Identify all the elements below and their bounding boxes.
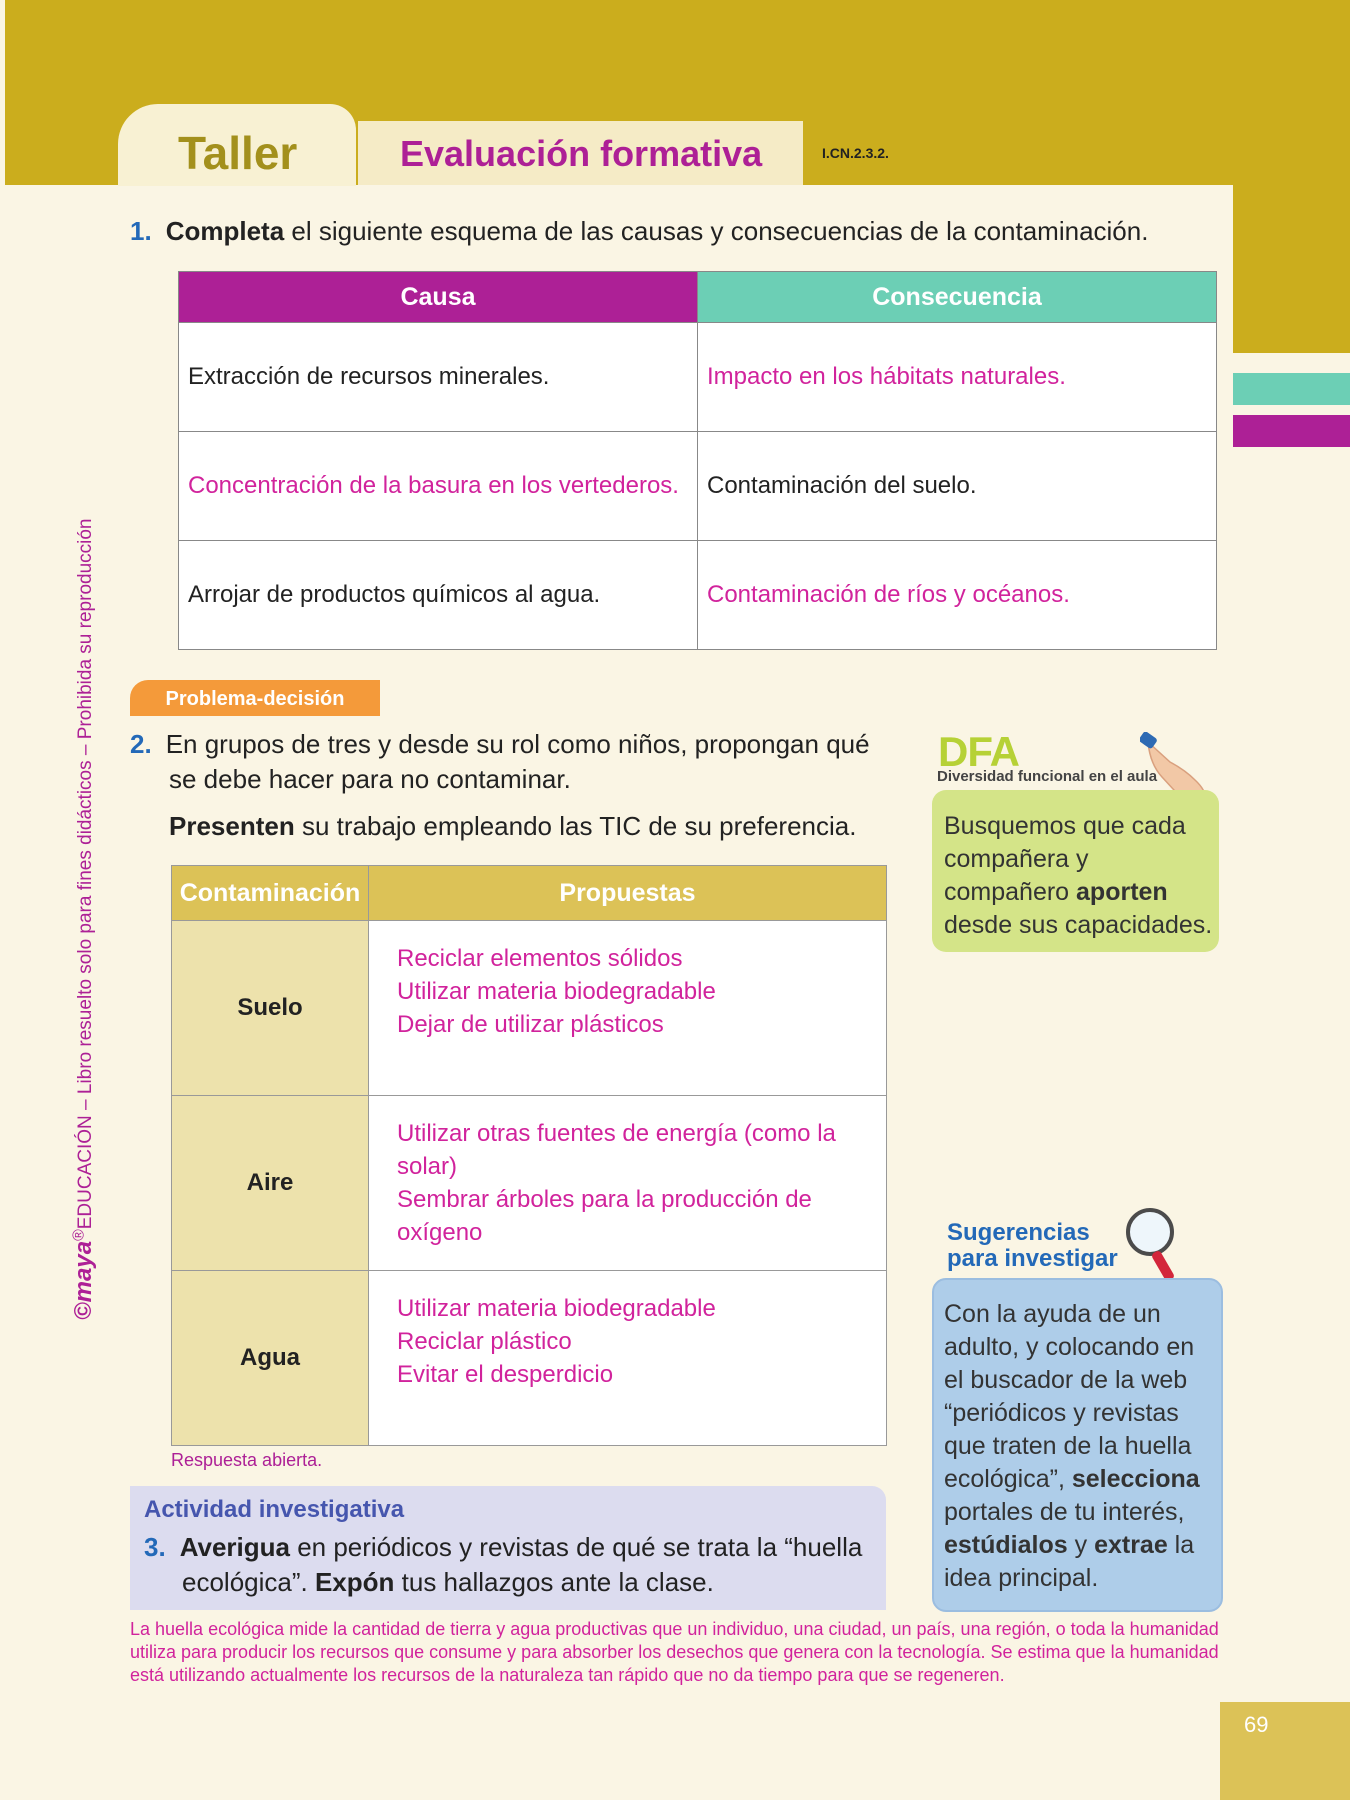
dfa-text-bold: aporten [1076,878,1168,906]
question-3 [144,1530,912,1600]
question-2 [130,727,900,797]
suggestions-bold: extrae [1094,1531,1168,1559]
header-cause: Causa [179,272,698,323]
activity-text: en periódicos y revistas de qué se trata la “huella ecológica”. [182,1532,863,1597]
header-effect: Consecuencia [698,272,1217,323]
brand-logo: ©maya [70,1240,97,1320]
table-row [179,323,1217,432]
row-label: Agua [172,1271,369,1446]
proposal-item: Utilizar otras fuentes de energía (como la [397,1120,836,1147]
proposal-item: solar) [397,1153,458,1180]
table-row [179,432,1217,541]
curriculum-code: I.CN.2.3.2. [822,145,889,161]
proposal-item: oxígeno [397,1219,483,1246]
activity-text: tus hallazgos ante la clase. [394,1567,714,1597]
magenta-tab-marker [1233,415,1350,447]
question-number: 1. [130,216,152,246]
taller-label: Taller [178,127,298,179]
question-text: En grupos de tres y desde su rol como niños, propongan qué [165,729,870,759]
cause-cell: Arrojar de productos químicos al agua. [179,541,698,650]
teal-tab-marker [1233,373,1350,405]
suggestions-bold: estúdialos [944,1531,1068,1559]
instruction-text: su trabajo empleando las TIC de su preferencia. [294,811,857,841]
registered-mark: ® [70,1229,88,1241]
page-number: 69 [1244,1712,1269,1737]
activity-verb: Averigua [179,1532,290,1562]
cause-effect-table [178,271,1217,650]
open-answer-note: Respuesta abierta. [171,1450,323,1470]
row-label: Suelo [172,921,369,1096]
footnote-answer: La huella ecológica mide la cantidad de tierra y agua productivas que un individuo, una ciudad, un país, una región, o toda la humanidad utiliza para producir los recursos que consume y para absorber los desechos que genera con la tecnología. Se estima que la humanidad está utilizando actualmente los recursos de la naturaleza tan rápido que no da tiempo para que se regeneren. [130,1619,1219,1685]
right-color-band [1233,185,1350,353]
present-instruction [169,811,856,842]
proposal-item: Utilizar materia biodegradable [397,1295,716,1322]
dfa-text-part: desde sus capacidades. [944,911,1213,939]
proposal-item: Reciclar plástico [397,1328,572,1355]
suggestions-text-part: portales de tu interés, [944,1498,1185,1526]
table-row [172,1096,887,1271]
dfa-logo: DFA [938,728,1019,775]
magnifying-glass-icon [1122,1206,1192,1286]
table-row [179,541,1217,650]
page-title: Evaluación formativa [400,133,763,174]
suggestions-text-part: Con la ayuda de un adulto, y colocando en el buscador de la web “periódicos y revistas que traten de la huella ecológica”, [944,1300,1195,1493]
instruction-verb: Presenten [169,811,295,841]
suggestions-text-part: y [1067,1531,1095,1559]
page-number-box [1220,1702,1350,1800]
activity-verb: Expón [314,1567,395,1597]
proposal-cell [369,1271,887,1446]
proposal-item: Dejar de utilizar plásticos [397,1011,664,1038]
proposals-table [171,865,887,1446]
proposal-cell [369,921,887,1096]
proposal-item: Utilizar materia biodegradable [397,978,716,1005]
suggestions-title [947,1220,1118,1272]
effect-cell: Impacto en los hábitats naturales. [698,323,1217,432]
suggestions-text-part: la idea principal. [944,1531,1195,1592]
proposal-item: Sembrar árboles para la producción de [397,1186,812,1213]
proposal-item: Reciclar elementos sólidos [397,945,683,972]
question-1 [130,216,1148,247]
question-text-cont: se debe hacer para no contaminar. [169,764,571,794]
copyright-sidebar [70,420,98,1320]
suggestions-title-line: Sugerencias [947,1219,1090,1246]
problem-decision-badge: Problema-decisión [130,680,380,716]
row-label: Aire [172,1096,369,1271]
effect-cell: Contaminación de ríos y océanos. [698,541,1217,650]
proposal-item: Evitar el desperdicio [397,1361,614,1388]
header-proposals: Propuestas [369,866,887,921]
cause-cell: Extracción de recursos minerales. [179,323,698,432]
dfa-subtitle: Diversidad funcional en el aula [937,768,1158,785]
cause-cell: Concentración de la basura en los vertederos. [179,432,698,541]
proposal-cell [369,1096,887,1271]
table-row [172,1271,887,1446]
suggestions-title-line: para investigar [947,1245,1118,1272]
question-number: 2. [130,729,152,759]
question-text: el siguiente esquema de las causas y consecuencias de la contaminación. [284,216,1149,246]
dfa-text-part: Busquemos que cada compañera y compañero [944,812,1186,906]
activity-title: Actividad investigativa [144,1496,405,1523]
table-row [172,921,887,1096]
suggestions-text [944,1298,1214,1595]
suggestions-bold: selecciona [1071,1465,1200,1493]
header-contamination: Contaminación [172,866,369,921]
question-verb: Completa [165,216,285,246]
copyright-text: EDUCACIÓN – Libro resuelto solo para fines didácticos – Prohibida su reproducción [75,518,96,1230]
dfa-text [944,810,1214,942]
question-number: 3. [144,1532,166,1562]
effect-cell: Contaminación del suelo. [698,432,1217,541]
